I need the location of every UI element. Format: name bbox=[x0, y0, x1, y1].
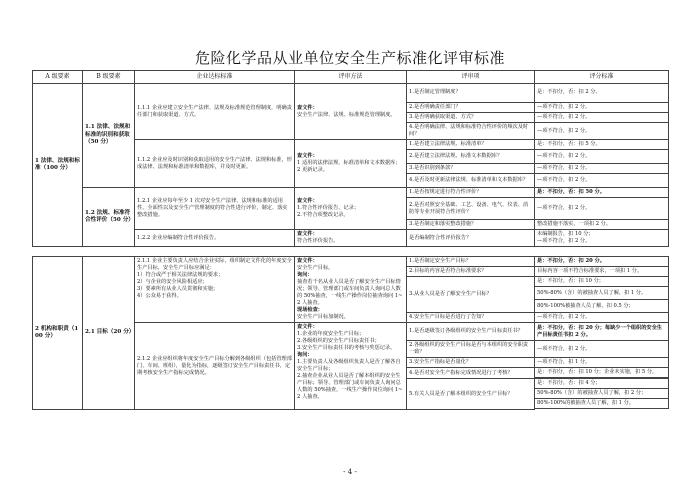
header-b-element: B 级要素 bbox=[83, 71, 135, 84]
score: —项不符合，扣 2 分。 bbox=[535, 313, 669, 323]
header-a-element: A 级要素 bbox=[33, 71, 83, 84]
method-line: 2.不符合项整改记录。 bbox=[297, 212, 349, 219]
score: 80%-100%被抽查人员了解，扣 0.5 分； bbox=[535, 300, 669, 313]
score bbox=[535, 230, 669, 247]
score: —项不符合，扣 2 分。 bbox=[535, 150, 669, 164]
score: —项不符合，扣 2 分。 bbox=[535, 341, 669, 358]
method-line: 询问： bbox=[297, 352, 313, 359]
standards-table bbox=[32, 70, 669, 247]
standard-line: 2.1.1 企业主要负责人应结合企业实际，组织制定文件化的年度安全生产目标，安全生产目标应满足： bbox=[137, 258, 292, 272]
item: 4.是否及时更新法律法规、标准清单和文本数据库？ bbox=[407, 174, 535, 188]
score: 50%-80%（含）的被抽查人员了解，扣 1 分。 bbox=[535, 287, 669, 300]
score: 50%-80%（含）的被抽查人员了解，扣 2 分； bbox=[535, 389, 669, 399]
item: 3.从业人员是否了解安全生产目标？ bbox=[407, 277, 535, 313]
score: —项不符合，扣 2 分。 bbox=[535, 113, 669, 123]
item: 2.目标的内容是否符合标准要求？ bbox=[407, 267, 535, 277]
score: 是：不扣分，否：扣 20 分；每缺少一个组织的安全生产目标责任书扣 2 分。 bbox=[535, 323, 669, 341]
method-2-1-1 bbox=[295, 257, 407, 323]
method-line: 2.抽查企业从业人员是否了解本组织的安全生产目标；领导、管理部门或车间负责人询问总人数的 50%抽查，一线生产操作岗位询问 1~2 人抽查。 bbox=[297, 373, 403, 401]
method-line: 2 更新记录。 bbox=[297, 167, 328, 174]
score: 整改措施不落实，一项扣 2 分。 bbox=[535, 220, 669, 230]
header-item: 评审项 bbox=[407, 71, 535, 84]
method-line: 查文件： bbox=[297, 153, 318, 160]
item: 3.是否制定和落实整改措施？ bbox=[407, 220, 535, 230]
standard-1-2-2: 1.2.2 企业应编制符合性评价报告。 bbox=[135, 230, 295, 247]
table-row bbox=[33, 257, 669, 267]
score: —项不符合，扣 1 分。 bbox=[535, 358, 669, 368]
b-element-1-2: 1.2 法规、标准符合性评价（50 分） bbox=[83, 188, 135, 247]
item: 3.是否识别到条款？ bbox=[407, 164, 535, 174]
standards-table-section-2 bbox=[32, 256, 669, 410]
method-line: 询问： bbox=[297, 272, 313, 279]
standard-line: 4）公众易于获得。 bbox=[137, 293, 182, 300]
item: 4.安全生产目标是否进行了告知？ bbox=[407, 313, 535, 323]
method-1-2-2 bbox=[295, 230, 407, 247]
method-2-1-2 bbox=[295, 323, 407, 410]
score: —项不符合，扣 2 分。 bbox=[535, 164, 669, 174]
method-line: 3.安全生产目标责任书的考核与奖惩记录。 bbox=[297, 345, 396, 352]
item: 2.是否建立法律法规、标准文本数据库？ bbox=[407, 150, 535, 164]
item: 1.是否按规定进行符合性评价？ bbox=[407, 188, 535, 198]
method-line: 查文件： bbox=[297, 231, 318, 238]
method-1-2-1 bbox=[295, 188, 407, 230]
header-score: 评分标准 bbox=[535, 71, 669, 84]
score: —项不符合，扣 2 分。 bbox=[535, 123, 669, 140]
method-line: 抽查若干名从业人员是否了解安全生产目标情况；领导、管理部门或车间负责人询问总人数的 50%抽查，一线生产操作岗位抽查询问 1~2 人抽查。 bbox=[297, 279, 403, 307]
method-line: 1.主要负责人及各级组织负责人是否了解各自安全生产目标； bbox=[297, 359, 401, 373]
standard-line: 1）符合或严于相关法律法规的要求； bbox=[137, 272, 224, 279]
item: 是否编制符合性评价报告？ bbox=[407, 230, 535, 247]
standard-1-1-2: 1.1.2 企业应及时识别和获取适用的安全生产法律、法规和标准，形成法律、法规和标准清单和数据库，并及时更新。 bbox=[135, 140, 295, 188]
method-line: 1.企业的年度安全生产目标； bbox=[297, 331, 365, 338]
method-line: 现场检查： bbox=[297, 307, 323, 314]
a-element-1: 1 法律、法规和标准（100 分） bbox=[33, 84, 83, 247]
score: 是：不扣分，否：扣 50 分。 bbox=[535, 188, 669, 198]
item: 3.是否明确获取渠道、方式？ bbox=[407, 113, 535, 123]
table-row bbox=[33, 188, 669, 198]
method-line: 1 适用的法律法规、标准清单和文本数据库； bbox=[297, 160, 401, 167]
header-method: 评审方法 bbox=[295, 71, 407, 84]
score: 目标内容一项不符合标准要求，一项扣 1 分。 bbox=[535, 267, 669, 277]
method-line: 查文件： bbox=[297, 198, 318, 205]
method-line: 符合性评价报告。 bbox=[297, 238, 339, 245]
method-1-1-1 bbox=[295, 84, 407, 140]
score: —项不符合，扣 2 分。 bbox=[535, 103, 669, 113]
item: 1.是否制定管理制度？ bbox=[407, 84, 535, 103]
score: 是：不扣分，否：扣 2 分。 bbox=[535, 84, 669, 103]
item: 1.是否逐级签订各级组织的安全生产目标责任书？ bbox=[407, 323, 535, 341]
method-line: 查文件： bbox=[297, 258, 318, 264]
standard-line: 3）要素所有从业人员贯彻和实施； bbox=[137, 286, 219, 293]
a-element-2: 2 机构和职责（100 分） bbox=[33, 257, 83, 410]
page-title: 危险化学品从业单位安全生产标准化评审标准 bbox=[194, 49, 505, 67]
item: 2.是否明确责任部门？ bbox=[407, 103, 535, 113]
table-header-row bbox=[33, 71, 669, 84]
item: 1.是否制定安全生产目标？ bbox=[407, 257, 535, 267]
method-line: 安全生产法律、法规、标准规范管理制度。 bbox=[297, 111, 396, 118]
score: 是：不扣分，否：扣 5 分。 bbox=[535, 140, 669, 150]
standard-1-2-1: 1.2.1 企业应每年至少 1 次对安全生产法律、法规和标准的适用性、全面性以及安全生产管理制度的符合性进行评价，制定、落实整改措施。 bbox=[135, 188, 295, 230]
score: —项不符合，扣 2 分。 bbox=[535, 174, 669, 188]
standard-2-1-2: 2.1.2 企业应组织将年度安全生产目标分解到各级组织（包括管理部门、车间、班组），量化为指标，逐级签订安全生产目标责任书，定期考核安全生产指标完成情况。 bbox=[135, 323, 295, 410]
table-row bbox=[33, 84, 669, 103]
item: 4.是否对安全生产指标完成情况进行了考核？ bbox=[407, 368, 535, 379]
b-element-2-1: 2.1 目标（20 分） bbox=[83, 257, 135, 410]
header-standard: 企业达标标准 bbox=[135, 71, 295, 84]
score: 是：不扣分，否：扣 4 分； bbox=[535, 379, 669, 389]
score: 是：不扣分，否：扣 20 分。 bbox=[535, 257, 669, 267]
item: 3.安全生产指标是否量化？ bbox=[407, 358, 535, 368]
score: 是：不扣分，否：扣 10 分； bbox=[535, 277, 669, 287]
method-line: 查文件： bbox=[297, 104, 318, 111]
method-line: 安全生产目标加制况。 bbox=[297, 314, 349, 321]
item: 2.是否对照安全基础、工艺、设备、电气、仪表、消防等专业开展符合性评价？ bbox=[407, 198, 535, 220]
score: 80%-100%的被抽查人员了解，扣 1 分。 bbox=[535, 399, 669, 409]
standard-line: 2）与企业的安全风险相适应； bbox=[137, 279, 208, 286]
item: 1.是否建立法律法规、标准清单？ bbox=[407, 140, 535, 150]
standard-1-1-1: 1.1.1 企业应建立安全生产法律、法规及标准规范管理制度，明确责任部门和获取渠道、方式。 bbox=[135, 84, 295, 140]
method-line: 查文件： bbox=[297, 324, 318, 331]
score-line: 未编制报告，扣 10 分； bbox=[537, 231, 594, 238]
method-line: 1.符合性评价报告、记录； bbox=[297, 205, 360, 212]
score: 是：不扣分，否：扣 10 分；企业未实施，扣 5 分。 bbox=[535, 368, 669, 378]
score: —项不符合，扣 2 分。 bbox=[535, 198, 669, 220]
score-line: —项不符合，扣 2 分。 bbox=[537, 238, 591, 245]
method-line: 安全生产目标。 bbox=[297, 265, 334, 272]
item: 2.各级组织的安全生产目标是否与本组织的安全职责一致？ bbox=[407, 341, 535, 358]
method-1-1-2 bbox=[295, 140, 407, 188]
item: 5.有关人员是否了解本组织的安全生产目标？ bbox=[407, 379, 535, 410]
standard-2-1-1 bbox=[135, 257, 295, 323]
page-number: - 4 - bbox=[343, 468, 357, 476]
b-element-1-1: 1.1 法律、法规和标准的识别和获取（50 分） bbox=[83, 84, 135, 188]
item: 4.是否明确法律、法规和标准符合性评价的频次及时间？ bbox=[407, 123, 535, 140]
method-line: 2.各级组织的安全生产目标责任书； bbox=[297, 338, 380, 345]
